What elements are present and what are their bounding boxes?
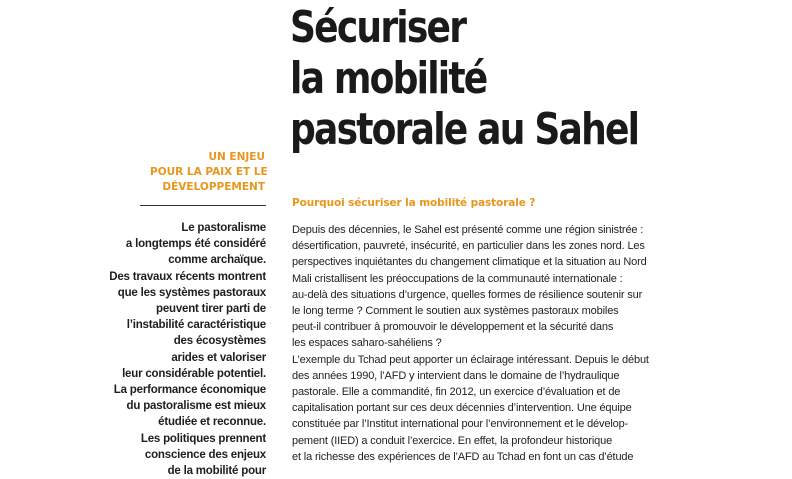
intro-line: de la mobilité pour — [167, 465, 266, 478]
intro-line: a longtemps été considéré — [125, 238, 266, 251]
intro-line: Les politiques prennent — [140, 432, 266, 445]
article-body — [292, 222, 652, 465]
intro-line: étudiée et reconnue. — [158, 416, 266, 429]
intro-line: leur considérable potentiel. — [122, 367, 266, 380]
body-line: pastorale. Elle a commandité, fin 2012, un exercice d’évaluation et de — [292, 386, 621, 399]
title-line: pastorale au Sahel — [290, 104, 639, 155]
section-kicker — [150, 150, 268, 195]
intro-line: comme archaïque. — [168, 254, 266, 267]
intro-line: des écosystèmes — [173, 335, 266, 348]
kicker-divider — [140, 205, 266, 206]
intro-line: Des travaux récents montrent — [109, 270, 266, 283]
intro-line: du pastoralisme est mieux — [126, 400, 266, 413]
body-line: les espaces saharo-sahéliens ? — [292, 337, 442, 350]
title-line: Sécuriser — [290, 2, 466, 53]
intro-line: Le pastoralisme — [181, 222, 266, 234]
body-line: Depuis des décennies, le Sahel est présenté comme une région sinistrée : — [292, 224, 644, 236]
body-line: et la richesse des expériences de l’AFD au Tchad en font un cas d’étude — [292, 450, 634, 463]
body-line: constituée par l’Institut international pour l’environnement et le dévelop- — [292, 418, 629, 431]
body-line: au-delà des situations d’urgence, quelles formes de résilience soutenir sur — [292, 288, 643, 301]
body-line: peut-il contribuer à promouvoir le développement et la sécurité dans — [292, 321, 614, 334]
body-line: capitalisation portant sur ces deux décennies d’intervention. Une équipe — [292, 402, 632, 415]
page-title — [290, 2, 675, 155]
intro-line: peuvent tirer parti de — [156, 303, 266, 316]
kicker-line: POUR LA PAIX ET LE — [150, 166, 268, 178]
section-question: Pourquoi sécuriser la mobilité pastorale ? — [292, 197, 536, 209]
body-line: le long terme ? Comment le soutien aux systèmes pastoraux mobiles — [292, 305, 619, 318]
intro-line: La performance économique — [113, 384, 266, 397]
kicker-line: UN ENJEU — [208, 151, 265, 163]
body-line: perspectives inquiétantes du changement climatique et la situation au Nord — [292, 256, 647, 269]
body-line: pement (IIED) a conduit l’exercice. En effet, la profondeur historique — [292, 434, 613, 447]
title-line: la mobilité — [290, 53, 487, 104]
body-line: L’exemple du Tchad peut apporter un éclairage intéressant. Depuis le début — [292, 353, 649, 366]
kicker-line: DÉVELOPPEMENT — [162, 181, 265, 193]
intro-line: arides et valoriser — [171, 351, 266, 364]
intro-line: conscience des enjeux — [144, 448, 266, 461]
body-line: Mali cristallisent les préoccupations de la communauté internationale : — [292, 272, 623, 285]
intro-sidebar — [100, 220, 266, 479]
intro-line: l’instabilité caractéristique — [126, 319, 266, 332]
body-line: des années 1990, l’AFD y intervient dans le domaine de l’hydraulique — [292, 369, 620, 382]
intro-line: que les systèmes pastoraux — [117, 286, 266, 299]
body-line: désertification, pauvreté, insécurité, en particulier dans les zones nord. Les — [292, 240, 645, 253]
